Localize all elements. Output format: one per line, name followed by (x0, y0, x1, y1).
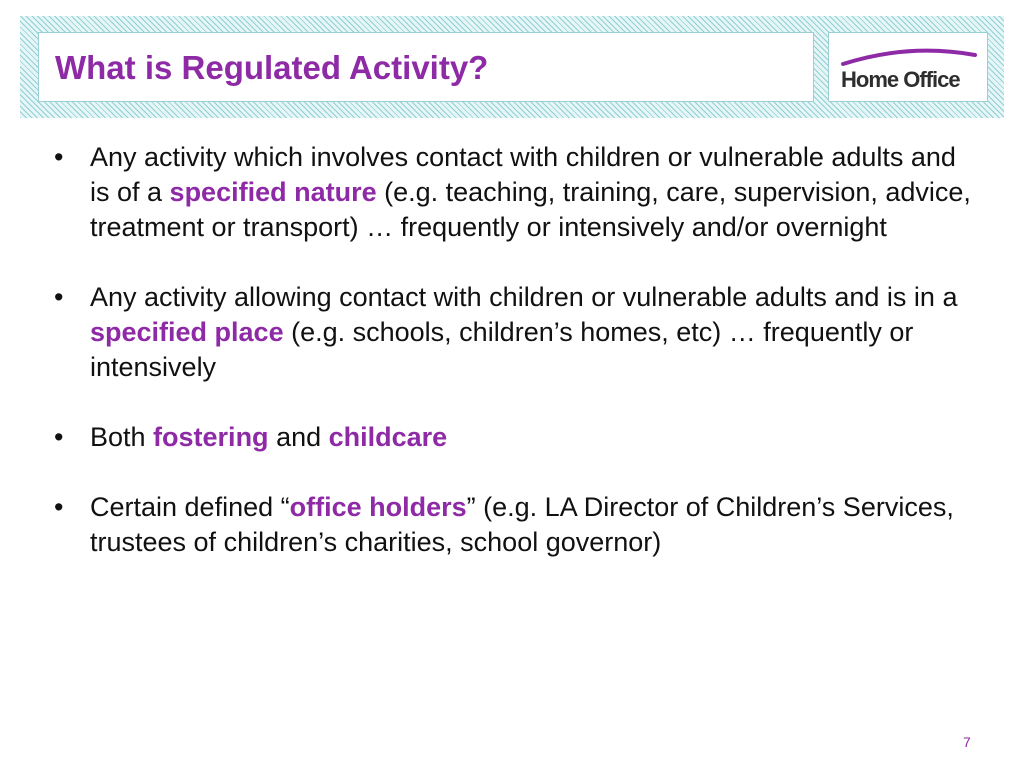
bullet-dot-icon: • (54, 142, 64, 172)
bullet-highlight: childcare (328, 422, 448, 452)
bullet-text: Both (90, 422, 154, 452)
title-box (38, 32, 814, 102)
bullet-list (52, 140, 982, 560)
bullet-text: (e.g. schools, children’s homes, etc) … frequently or intensively (90, 317, 914, 382)
page-number: 7 (963, 734, 971, 750)
bullet-dot-icon: • (54, 422, 64, 452)
bullet-highlight: specified nature (169, 177, 377, 207)
bullet-text: (e.g. teaching, training, care, supervision, advice, treatment or transport) … frequently or intensively and/or overnight (90, 177, 971, 242)
logo-text: Home Office (841, 67, 960, 92)
bullet-text: Any activity which involves contact with children or vulnerable adults and is of a (90, 142, 956, 207)
bullet-dot-icon: • (54, 282, 64, 312)
bullet-item-specified-place (52, 280, 982, 385)
bullet-text: and (268, 422, 329, 452)
bullet-highlight: fostering (153, 422, 269, 452)
bullet-item-office-holders (52, 490, 982, 560)
bullet-item-specified-nature (52, 140, 982, 245)
slide-title: What is Regulated Activity? (55, 49, 489, 86)
bullet-text: ” (e.g. LA Director of Children’s Services, trustees of children’s charities, school governor) (90, 492, 954, 557)
logo-arc-icon (839, 47, 979, 67)
bullet-highlight: office holders (289, 492, 467, 522)
bullet-text: Any activity allowing contact with children or vulnerable adults and is in a (90, 282, 958, 312)
bullet-text: Certain defined “ (90, 492, 290, 522)
home-office-logo (828, 32, 988, 102)
bullet-dot-icon: • (54, 492, 64, 522)
bullet-highlight: specified place (90, 317, 284, 347)
bullet-item-fostering-childcare (52, 420, 982, 455)
